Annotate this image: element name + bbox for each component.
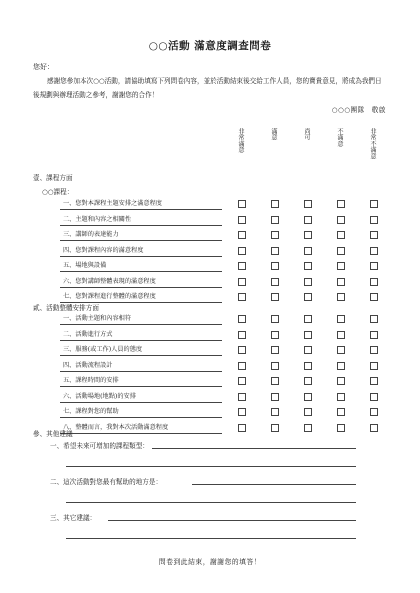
rating-checkbox[interactable]: [271, 408, 279, 416]
rating-row: [60, 392, 384, 404]
rating-checkbox[interactable]: [304, 393, 312, 401]
rating-checkbox[interactable]: [238, 393, 246, 401]
rating-checkbox[interactable]: [370, 278, 378, 286]
rating-checkbox[interactable]: [337, 424, 345, 432]
rating-checkbox[interactable]: [337, 231, 345, 239]
rating-checkbox[interactable]: [370, 293, 378, 301]
answer-line-most-helpful-2[interactable]: [66, 502, 356, 503]
rating-row: [60, 330, 384, 342]
rating-checkbox[interactable]: [304, 247, 312, 255]
rating-row: [60, 361, 384, 373]
rating-checkbox[interactable]: [238, 216, 246, 224]
rating-checkbox[interactable]: [271, 331, 279, 339]
rating-checkbox[interactable]: [271, 315, 279, 323]
rating-checkbox[interactable]: [304, 346, 312, 354]
rating-item-label: 八、整體而言，我對本次活動滿意程度: [60, 423, 222, 434]
rating-row: [60, 407, 384, 419]
course-name-label: ○○課程：: [42, 188, 74, 196]
rating-checkbox[interactable]: [337, 346, 345, 354]
rating-item-label: 六、您對講師整體表現的滿意程度: [60, 277, 222, 288]
rating-row: [60, 199, 384, 211]
rating-row: [60, 261, 384, 273]
answer-line-other-suggestions-1[interactable]: [108, 520, 356, 521]
rating-item-label: 一、活動主題和內容相符: [60, 314, 222, 325]
rating-checkbox[interactable]: [304, 216, 312, 224]
column-very-dissatisfied: 非常不滿意: [369, 128, 376, 159]
section-arrangement-title: 貳、活動整體安排方面: [33, 304, 99, 312]
rating-checkbox[interactable]: [370, 200, 378, 208]
rating-checkbox[interactable]: [304, 377, 312, 385]
rating-checkbox[interactable]: [370, 408, 378, 416]
rating-checkbox[interactable]: [271, 200, 279, 208]
rating-checkbox[interactable]: [271, 393, 279, 401]
column-very-satisfied: 非常滿意: [237, 128, 244, 153]
question-future-courses: 一、希望未來可增加的課程類型：: [50, 442, 149, 450]
rating-checkbox[interactable]: [337, 393, 345, 401]
rating-checkbox[interactable]: [370, 393, 378, 401]
rating-item-label: 四、您對課程內容的滿意程度: [60, 246, 222, 257]
rating-checkbox[interactable]: [271, 247, 279, 255]
rating-checkbox[interactable]: [370, 231, 378, 239]
rating-item-label: 六、活動場地(地點)的安排: [60, 392, 222, 403]
rating-checkbox[interactable]: [238, 247, 246, 255]
rating-checkbox[interactable]: [238, 231, 246, 239]
section-course-title: 壹、課程方面: [33, 174, 73, 182]
column-neutral: 尚可: [303, 128, 310, 141]
rating-item-label: 七、您對課程進行整體的滿意程度: [60, 292, 222, 303]
rating-checkbox[interactable]: [271, 216, 279, 224]
rating-checkbox[interactable]: [337, 315, 345, 323]
rating-checkbox[interactable]: [271, 231, 279, 239]
rating-checkbox[interactable]: [370, 247, 378, 255]
rating-checkbox[interactable]: [304, 362, 312, 370]
rating-checkbox[interactable]: [337, 362, 345, 370]
rating-item-label: 三、服務(或工作)人員的態度: [60, 345, 222, 356]
rating-checkbox[interactable]: [370, 346, 378, 354]
rating-checkbox[interactable]: [238, 346, 246, 354]
rating-row: [60, 292, 384, 304]
rating-checkbox[interactable]: [337, 216, 345, 224]
rating-checkbox[interactable]: [337, 293, 345, 301]
column-satisfied: 滿意: [270, 128, 277, 141]
rating-checkbox[interactable]: [337, 247, 345, 255]
rating-checkbox[interactable]: [238, 362, 246, 370]
rating-checkbox[interactable]: [370, 377, 378, 385]
rating-checkbox[interactable]: [238, 331, 246, 339]
rating-row: [60, 314, 384, 326]
rating-checkbox[interactable]: [238, 200, 246, 208]
rating-item-label: 二、活動進行方式: [60, 330, 222, 341]
rating-checkbox[interactable]: [238, 424, 246, 432]
answer-line-future-courses-2[interactable]: [66, 466, 356, 467]
answer-line-most-helpful-1[interactable]: [192, 484, 356, 485]
rating-row: [60, 215, 384, 227]
rating-row: [60, 423, 384, 435]
rating-checkbox[interactable]: [238, 278, 246, 286]
rating-checkbox[interactable]: [271, 362, 279, 370]
rating-checkbox[interactable]: [271, 262, 279, 270]
rating-checkbox[interactable]: [238, 377, 246, 385]
answer-line-future-courses-1[interactable]: [152, 448, 356, 449]
rating-checkbox[interactable]: [337, 331, 345, 339]
rating-checkbox[interactable]: [271, 293, 279, 301]
question-most-helpful: 二、這次活動對您最有幫助的地方是：: [50, 478, 163, 486]
rating-checkbox[interactable]: [370, 424, 378, 432]
rating-checkbox[interactable]: [304, 293, 312, 301]
rating-checkbox[interactable]: [304, 200, 312, 208]
rating-checkbox[interactable]: [337, 262, 345, 270]
rating-item-label: 三、講師的表達能力: [60, 230, 222, 241]
rating-checkbox[interactable]: [304, 408, 312, 416]
rating-row: [60, 230, 384, 242]
rating-checkbox[interactable]: [370, 362, 378, 370]
rating-item-label: 五、課程時間的安排: [60, 376, 222, 387]
rating-checkbox[interactable]: [337, 377, 345, 385]
answer-line-other-suggestions-2[interactable]: [66, 538, 356, 539]
rating-checkbox[interactable]: [370, 331, 378, 339]
signature: ○○○團隊 敬啟: [331, 106, 386, 114]
rating-checkbox[interactable]: [370, 262, 378, 270]
rating-item-label: 四、活動流程設計: [60, 361, 222, 372]
question-other-suggestions: 三、其它建議：: [50, 514, 97, 522]
rating-checkbox[interactable]: [238, 293, 246, 301]
rating-checkbox[interactable]: [304, 231, 312, 239]
rating-checkbox[interactable]: [370, 216, 378, 224]
rating-checkbox[interactable]: [304, 424, 312, 432]
rating-checkbox[interactable]: [238, 262, 246, 270]
rating-row: [60, 376, 384, 388]
rating-checkbox[interactable]: [271, 346, 279, 354]
rating-checkbox[interactable]: [370, 315, 378, 323]
rating-item-label: 五、場地與設備: [60, 261, 222, 272]
rating-checkbox[interactable]: [337, 200, 345, 208]
survey-title: ○○活動 滿意度調查問卷: [148, 40, 272, 52]
intro-paragraph: 感謝您參加本次○○活動，請協助填寫下列問卷內容，並於活動結束後交給工作人員，您的寶貴意見，將成為我們日後規劃與辦理活動之參考，謝謝您的合作！: [33, 77, 382, 99]
rating-checkbox[interactable]: [337, 278, 345, 286]
rating-row: [60, 277, 384, 289]
rating-checkbox[interactable]: [238, 408, 246, 416]
rating-checkbox[interactable]: [304, 315, 312, 323]
rating-checkbox[interactable]: [271, 424, 279, 432]
rating-checkbox[interactable]: [304, 278, 312, 286]
rating-item-label: 一、您對本課程主題安排之滿意程度: [60, 199, 222, 210]
rating-checkbox[interactable]: [271, 278, 279, 286]
footer-thanks: 問卷到此結束，謝謝您的填答！: [158, 558, 262, 566]
column-dissatisfied: 不滿意: [336, 128, 343, 147]
rating-checkbox[interactable]: [304, 331, 312, 339]
rating-checkbox[interactable]: [238, 315, 246, 323]
rating-checkbox[interactable]: [337, 408, 345, 416]
greeting: 您好：: [33, 63, 54, 71]
rating-row: [60, 345, 384, 357]
section-other-title: 參、其他建議: [33, 430, 73, 438]
rating-item-label: 七、課程對您的幫助: [60, 407, 222, 418]
rating-item-label: 二、主題和內容之相關性: [60, 215, 222, 226]
rating-row: [60, 246, 384, 258]
rating-checkbox[interactable]: [271, 377, 279, 385]
rating-checkbox[interactable]: [304, 262, 312, 270]
